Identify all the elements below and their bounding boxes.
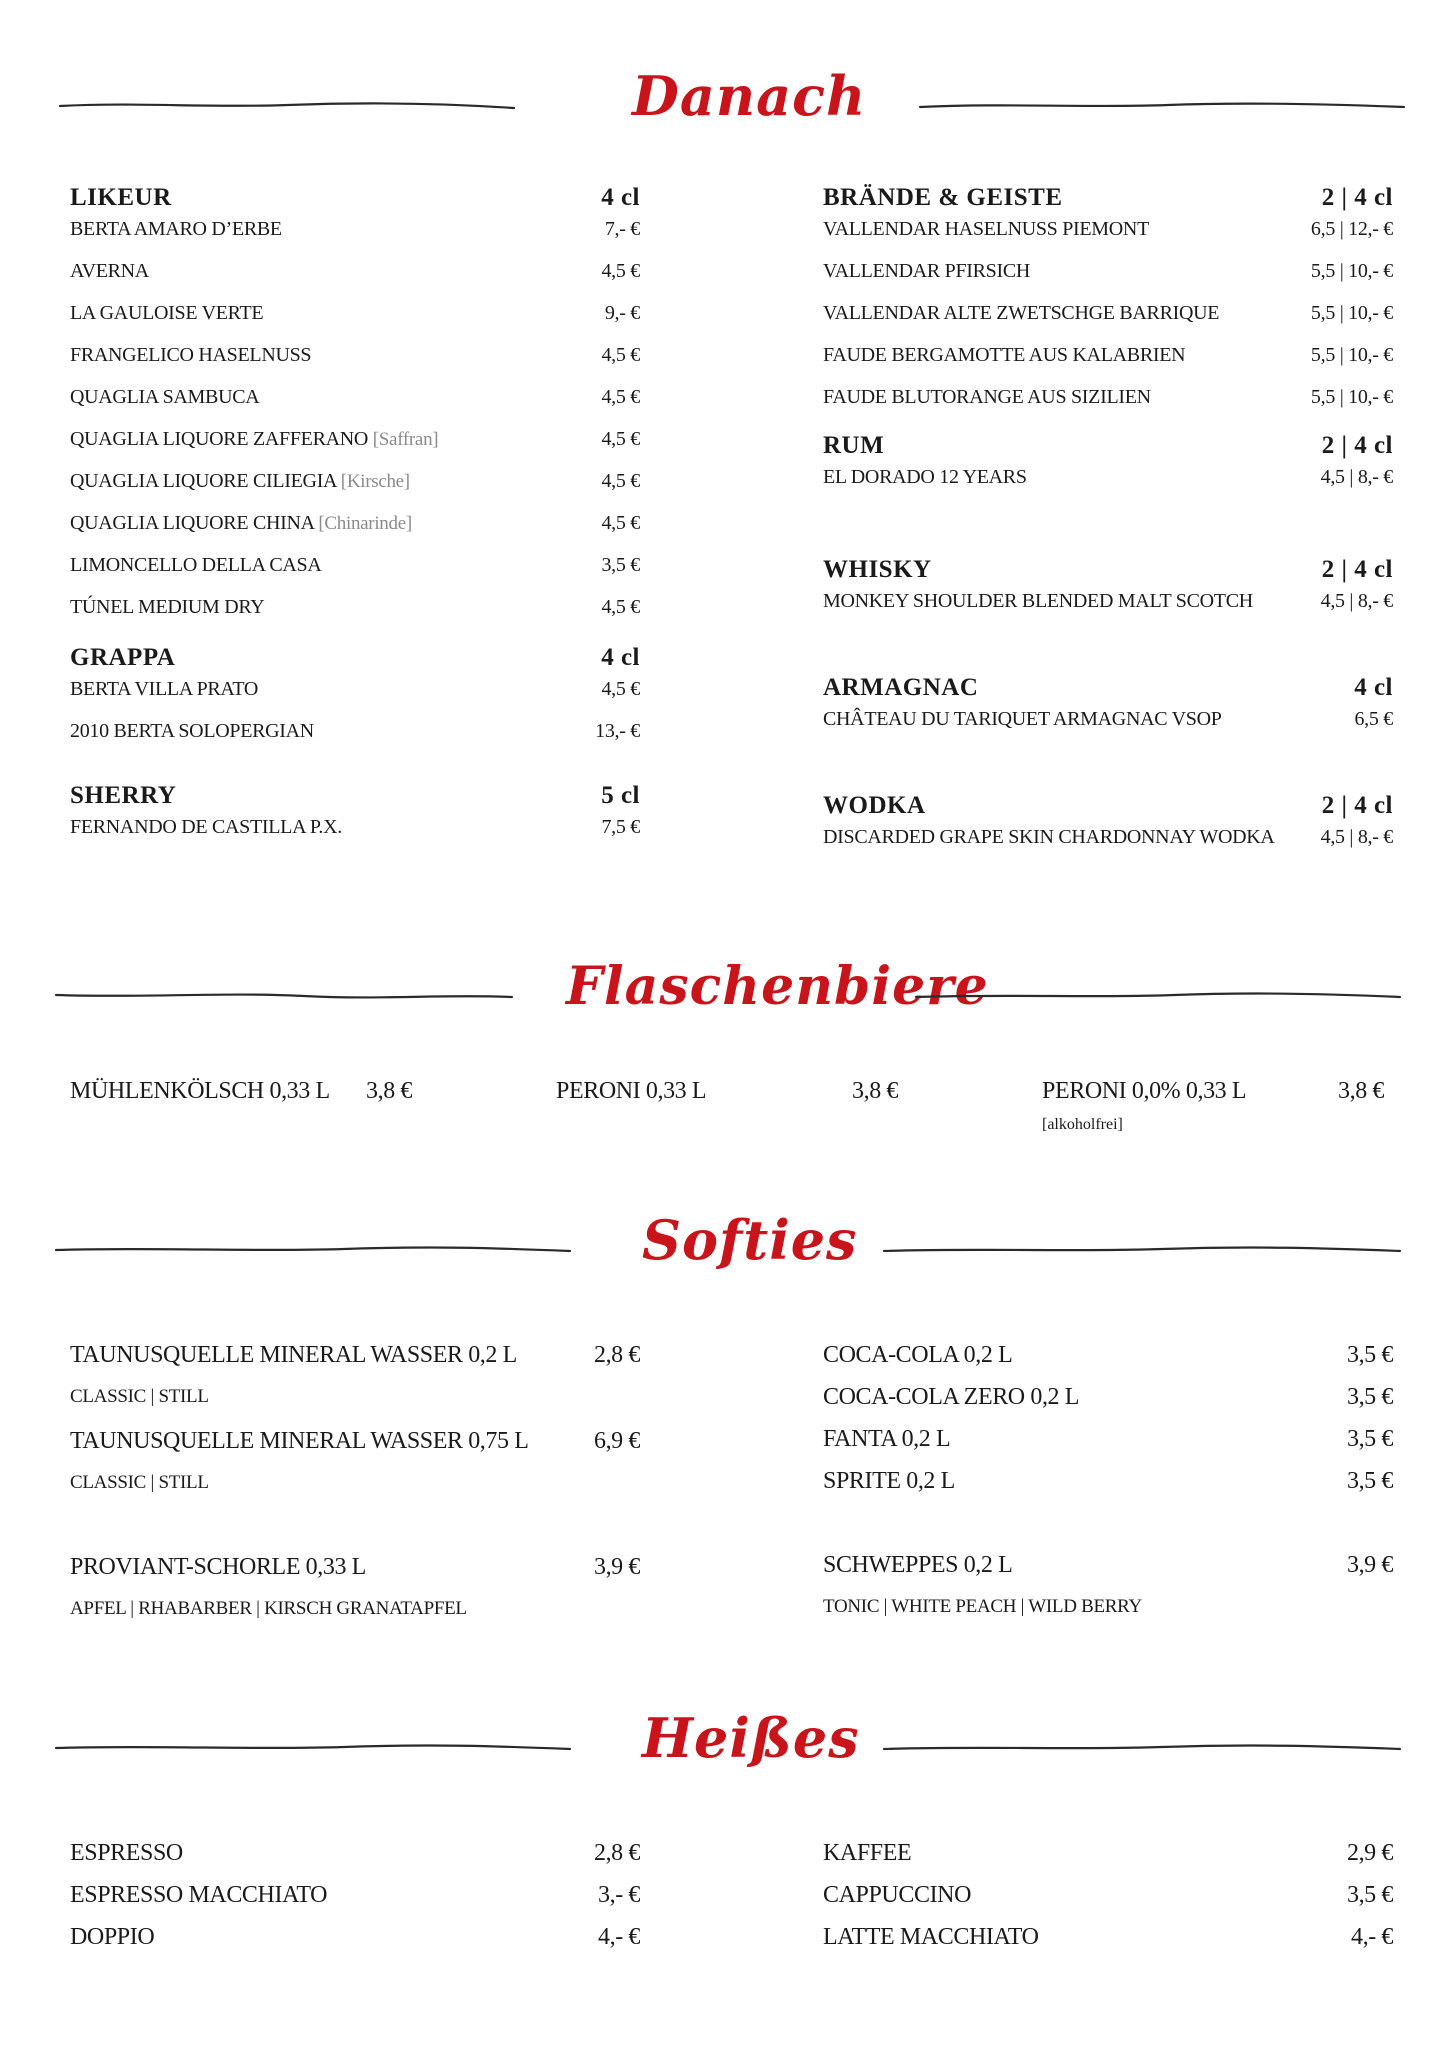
price: 3,5 € xyxy=(1346,1384,1393,1410)
divider-line xyxy=(54,1240,574,1260)
category-name: WODKA xyxy=(823,792,926,819)
section-title-softies: Softies xyxy=(642,1208,858,1272)
menu-item: ESPRESSO MACCHIATO 3,- € xyxy=(70,1882,640,1908)
category-amount: 2 | 4 cl xyxy=(1321,184,1393,211)
price: 7,5 € xyxy=(601,816,640,838)
price: 6,5 € xyxy=(1354,708,1393,730)
menu-item: VALLENDAR PFIRSICH 5,5 | 10,- € xyxy=(823,260,1393,282)
divider-line xyxy=(882,1240,1404,1260)
menu-item: VALLENDAR ALTE ZWETSCHGE BARRIQUE 5,5 | 10,- € xyxy=(823,302,1393,324)
category-name: WHISKY xyxy=(823,556,932,583)
price: 4,5 € xyxy=(601,678,640,700)
menu-item: TÚNEL MEDIUM DRY 4,5 € xyxy=(70,596,640,618)
price: 6,9 € xyxy=(593,1428,640,1454)
beer-price: 3,8 € xyxy=(366,1078,413,1104)
price: 5,5 | 10,- € xyxy=(1310,386,1393,408)
menu-item: VALLENDAR HASELNUSS PIEMONT 6,5 | 12,- € xyxy=(823,218,1393,240)
item-note: [Chinarinde] xyxy=(318,513,412,534)
item-note: [Saffran] xyxy=(372,429,439,450)
price: 4,5 € xyxy=(601,512,640,534)
price: 4,5 € xyxy=(601,260,640,282)
category-header xyxy=(70,782,640,816)
beer-note: [alkoholfrei] xyxy=(1042,1116,1123,1133)
softies-left-column xyxy=(70,1342,640,1640)
price: 3,- € xyxy=(598,1882,640,1908)
menu-item: BERTA VILLA PRATO 4,5 € xyxy=(70,678,640,700)
category-name: SHERRY xyxy=(70,782,177,809)
menu-item: FANTA 0,2 L 3,5 € xyxy=(823,1426,1393,1452)
divider-line xyxy=(58,96,518,116)
category-header xyxy=(70,184,640,218)
menu-item: QUAGLIA SAMBUCA 4,5 € xyxy=(70,386,640,408)
price: 4,5 | 8,- € xyxy=(1320,466,1393,488)
price: 4,- € xyxy=(1351,1924,1393,1950)
danach-left-column xyxy=(70,184,640,858)
menu-item: DOPPIO 4,- € xyxy=(70,1924,640,1950)
menu-item: TAUNUSQUELLE MINERAL WASSER 0,75 L 6,9 € xyxy=(70,1428,640,1454)
heisses-right-column xyxy=(823,1840,1393,1966)
category-amount: 4 cl xyxy=(1354,674,1393,701)
category-amount: 5 cl xyxy=(601,782,640,809)
menu-item: COCA-COLA ZERO 0,2 L 3,5 € xyxy=(823,1384,1393,1410)
category-header xyxy=(823,792,1393,826)
item-note: [Kirsche] xyxy=(340,471,410,492)
menu-item: EL DORADO 12 YEARS 4,5 | 8,- € xyxy=(823,466,1393,488)
beer-price: 3,8 € xyxy=(1338,1078,1385,1104)
menu-item: QUAGLIA LIQUORE CHINA [Chinarinde] 4,5 € xyxy=(70,512,640,534)
menu-item: QUAGLIA LIQUORE CILIEGIA [Kirsche] 4,5 € xyxy=(70,470,640,492)
price: 3,5 € xyxy=(1346,1426,1393,1452)
menu-item: ESPRESSO 2,8 € xyxy=(70,1840,640,1866)
price: 4,5 | 8,- € xyxy=(1320,826,1393,848)
menu-item: QUAGLIA LIQUORE ZAFFERANO [Saffran] 4,5 € xyxy=(70,428,640,450)
item-variants: CLASSIC | STILL xyxy=(70,1386,209,1407)
softies-right-column xyxy=(823,1342,1393,1638)
price: 3,5 € xyxy=(601,554,640,576)
menu-item: AVERNA 4,5 € xyxy=(70,260,640,282)
menu-item: CAPPUCCINO 3,5 € xyxy=(823,1882,1393,1908)
price: 5,5 | 10,- € xyxy=(1310,260,1393,282)
divider-line xyxy=(914,986,1404,1006)
category-header xyxy=(823,184,1393,218)
menu-item: LA GAULOISE VERTE 9,- € xyxy=(70,302,640,324)
item-variants: TONIC | WHITE PEACH | WILD BERRY xyxy=(823,1596,1142,1617)
price: 4,5 € xyxy=(601,470,640,492)
price: 3,5 € xyxy=(1346,1468,1393,1494)
category-header xyxy=(823,674,1393,708)
category-name: LIKEUR xyxy=(70,184,172,211)
category-amount: 4 cl xyxy=(601,644,640,671)
price: 4,5 € xyxy=(601,428,640,450)
category-amount: 2 | 4 cl xyxy=(1321,432,1393,459)
price: 7,- € xyxy=(604,218,640,240)
price: 2,8 € xyxy=(593,1342,640,1368)
price: 3,9 € xyxy=(593,1554,640,1580)
category-name: GRAPPA xyxy=(70,644,176,671)
menu-item: SCHWEPPES 0,2 L 3,9 € xyxy=(823,1552,1393,1578)
category-header xyxy=(70,644,640,678)
price: 4,5 € xyxy=(601,344,640,366)
category-header xyxy=(823,556,1393,590)
menu-item: 2010 BERTA SOLOPERGIAN 13,- € xyxy=(70,720,640,742)
menu-item: BERTA AMARO D’ERBE 7,- € xyxy=(70,218,640,240)
price: 4,5 € xyxy=(601,596,640,618)
price: 4,- € xyxy=(598,1924,640,1950)
menu-item: SPRITE 0,2 L 3,5 € xyxy=(823,1468,1393,1494)
divider-line xyxy=(918,96,1408,116)
category-name: RUM xyxy=(823,432,885,459)
menu-item: MONKEY SHOULDER BLENDED MALT SCOTCH 4,5 | 8,- € xyxy=(823,590,1393,612)
menu-item: FRANGELICO HASELNUSS 4,5 € xyxy=(70,344,640,366)
price: 3,5 € xyxy=(1346,1882,1393,1908)
menu-item: KAFFEE 2,9 € xyxy=(823,1840,1393,1866)
menu-item: COCA-COLA 0,2 L 3,5 € xyxy=(823,1342,1393,1368)
danach-right-column xyxy=(823,184,1393,868)
divider-line xyxy=(882,1738,1404,1758)
menu-item: TAUNUSQUELLE MINERAL WASSER 0,2 L 2,8 € xyxy=(70,1342,640,1368)
divider-line xyxy=(54,986,516,1006)
heisses-left-column xyxy=(70,1840,640,1966)
beer-name: PERONI 0,0% 0,33 L xyxy=(1042,1078,1247,1104)
section-title-danach: Danach xyxy=(632,64,867,128)
menu-item: FAUDE BERGAMOTTE AUS KALABRIEN 5,5 | 10,- € xyxy=(823,344,1393,366)
section-title-heisses: Heißes xyxy=(642,1706,860,1770)
category-amount: 4 cl xyxy=(601,184,640,211)
menu-item: LATTE MACCHIATO 4,- € xyxy=(823,1924,1393,1950)
price: 13,- € xyxy=(595,720,640,742)
price: 5,5 | 10,- € xyxy=(1310,302,1393,324)
category-amount: 2 | 4 cl xyxy=(1321,792,1393,819)
price: 4,5 € xyxy=(601,386,640,408)
category-name: BRÄNDE & GEISTE xyxy=(823,184,1063,211)
menu-item: FAUDE BLUTORANGE AUS SIZILIEN 5,5 | 10,- € xyxy=(823,386,1393,408)
category-name: ARMAGNAC xyxy=(823,674,979,701)
menu-item: PROVIANT-SCHORLE 0,33 L 3,9 € xyxy=(70,1554,640,1580)
menu-item: FERNANDO DE CASTILLA P.X. 7,5 € xyxy=(70,816,640,838)
menu-item: CHÂTEAU DU TARIQUET ARMAGNAC VSOP 6,5 € xyxy=(823,708,1393,730)
beer-price: 3,8 € xyxy=(852,1078,899,1104)
category-amount: 2 | 4 cl xyxy=(1321,556,1393,583)
item-variants: CLASSIC | STILL xyxy=(70,1472,209,1493)
price: 4,5 | 8,- € xyxy=(1320,590,1393,612)
menu-item: DISCARDED GRAPE SKIN CHARDONNAY WODKA 4,5 | 8,- € xyxy=(823,826,1393,848)
section-title-flaschenbiere: Flaschenbiere xyxy=(566,956,989,1017)
price: 3,5 € xyxy=(1346,1342,1393,1368)
price: 2,9 € xyxy=(1346,1840,1393,1866)
category-header xyxy=(823,432,1393,466)
divider-line xyxy=(54,1738,574,1758)
price: 2,8 € xyxy=(593,1840,640,1866)
beer-name: PERONI 0,33 L xyxy=(556,1078,707,1104)
beer-name: MÜHLENKÖLSCH 0,33 L xyxy=(70,1078,330,1104)
item-variants: APFEL | RHABARBER | KIRSCH GRANATAPFEL xyxy=(70,1598,467,1619)
price: 9,- € xyxy=(604,302,640,324)
menu-item: LIMONCELLO DELLA CASA 3,5 € xyxy=(70,554,640,576)
price: 5,5 | 10,- € xyxy=(1310,344,1393,366)
price: 6,5 | 12,- € xyxy=(1310,218,1393,240)
price: 3,9 € xyxy=(1346,1552,1393,1578)
